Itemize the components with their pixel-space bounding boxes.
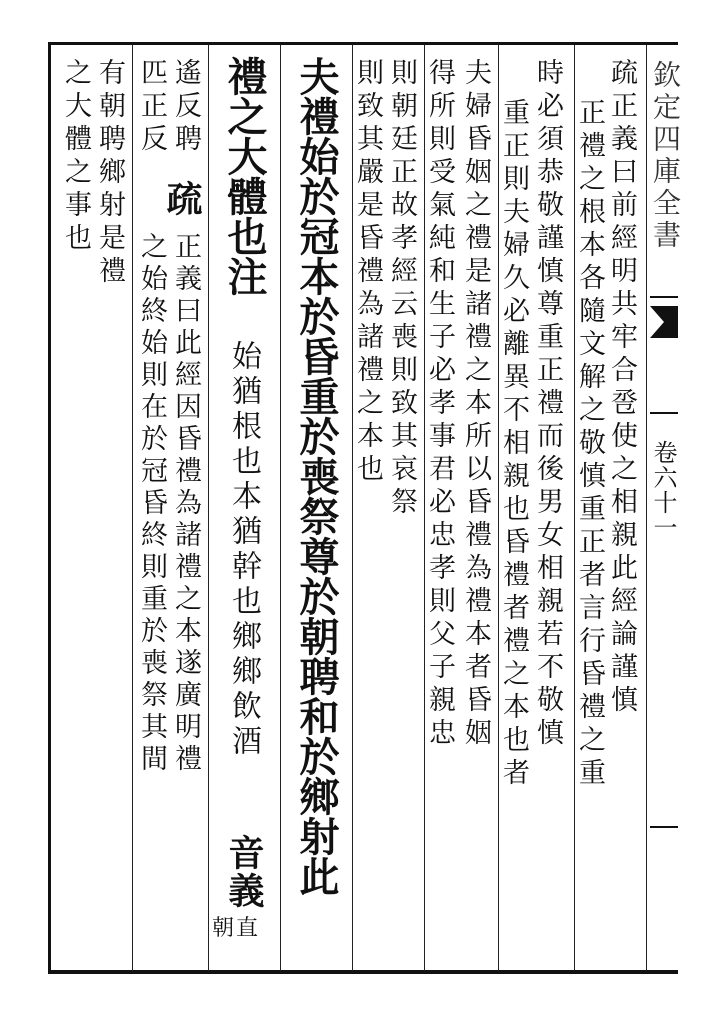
head-divider xyxy=(650,826,678,828)
head-divider xyxy=(650,296,678,298)
phonetic-gloss-marker: 音義 xyxy=(223,834,265,910)
main-text-column: 禮之大體也注 xyxy=(221,56,268,296)
text-column: 則致其嚴是昏禮為諸禮之本也 xyxy=(352,58,383,487)
volume-label: 卷六十一 xyxy=(649,440,677,540)
text-column: 時必須恭敬謹慎尊重正禮而後男女相親若不敬慎 xyxy=(532,58,563,751)
text-column: 匹正反 xyxy=(136,58,167,157)
text-column: 之始終始則在於冠昏終則重於喪祭其間 xyxy=(136,232,167,776)
column-rule xyxy=(208,45,209,971)
main-text-column: 夫禮始於冠本於昏重於喪祭尊於朝聘和於鄉射此 xyxy=(293,56,340,896)
annotation-column: 始猶根也本猶幹也鄉鄉飲酒 xyxy=(226,340,261,760)
column-rule xyxy=(646,45,647,971)
running-head-title: 欽定四庫全書 xyxy=(649,60,682,252)
text-column: 則朝廷正故孝經云喪則致其哀祭 xyxy=(386,58,417,520)
text-column: 正禮之根本各隨文解之敬慎重正者言行昏禮之重 xyxy=(574,98,605,791)
text-column: 有朝聘鄉射是禮 xyxy=(94,58,125,289)
text-column: 疏正義曰前經明共牢合卺使之相親此經論謹慎 xyxy=(606,58,637,718)
text-column: 正義曰此經因昏禮為諸禮之本遂廣明禮 xyxy=(170,232,201,776)
commentary-marker: 疏 xyxy=(161,180,203,218)
gloss-note: 朝直 xyxy=(212,916,261,941)
text-column: 重正則夫婦久必離異不相親也昏禮者禮之本也者 xyxy=(498,98,529,791)
column-rule xyxy=(132,45,133,971)
column-rule xyxy=(280,45,281,971)
text-column: 遙反聘 xyxy=(170,58,201,157)
head-divider xyxy=(650,412,678,414)
text-column: 得所則受氣純和生子必孝事君必忠孝則父子親忠 xyxy=(424,58,455,751)
text-column: 夫婦昏姻之禮是諸禮之本所以昏禮為禮本者昏姻 xyxy=(460,58,491,751)
text-column: 之大體之事也 xyxy=(60,58,91,256)
